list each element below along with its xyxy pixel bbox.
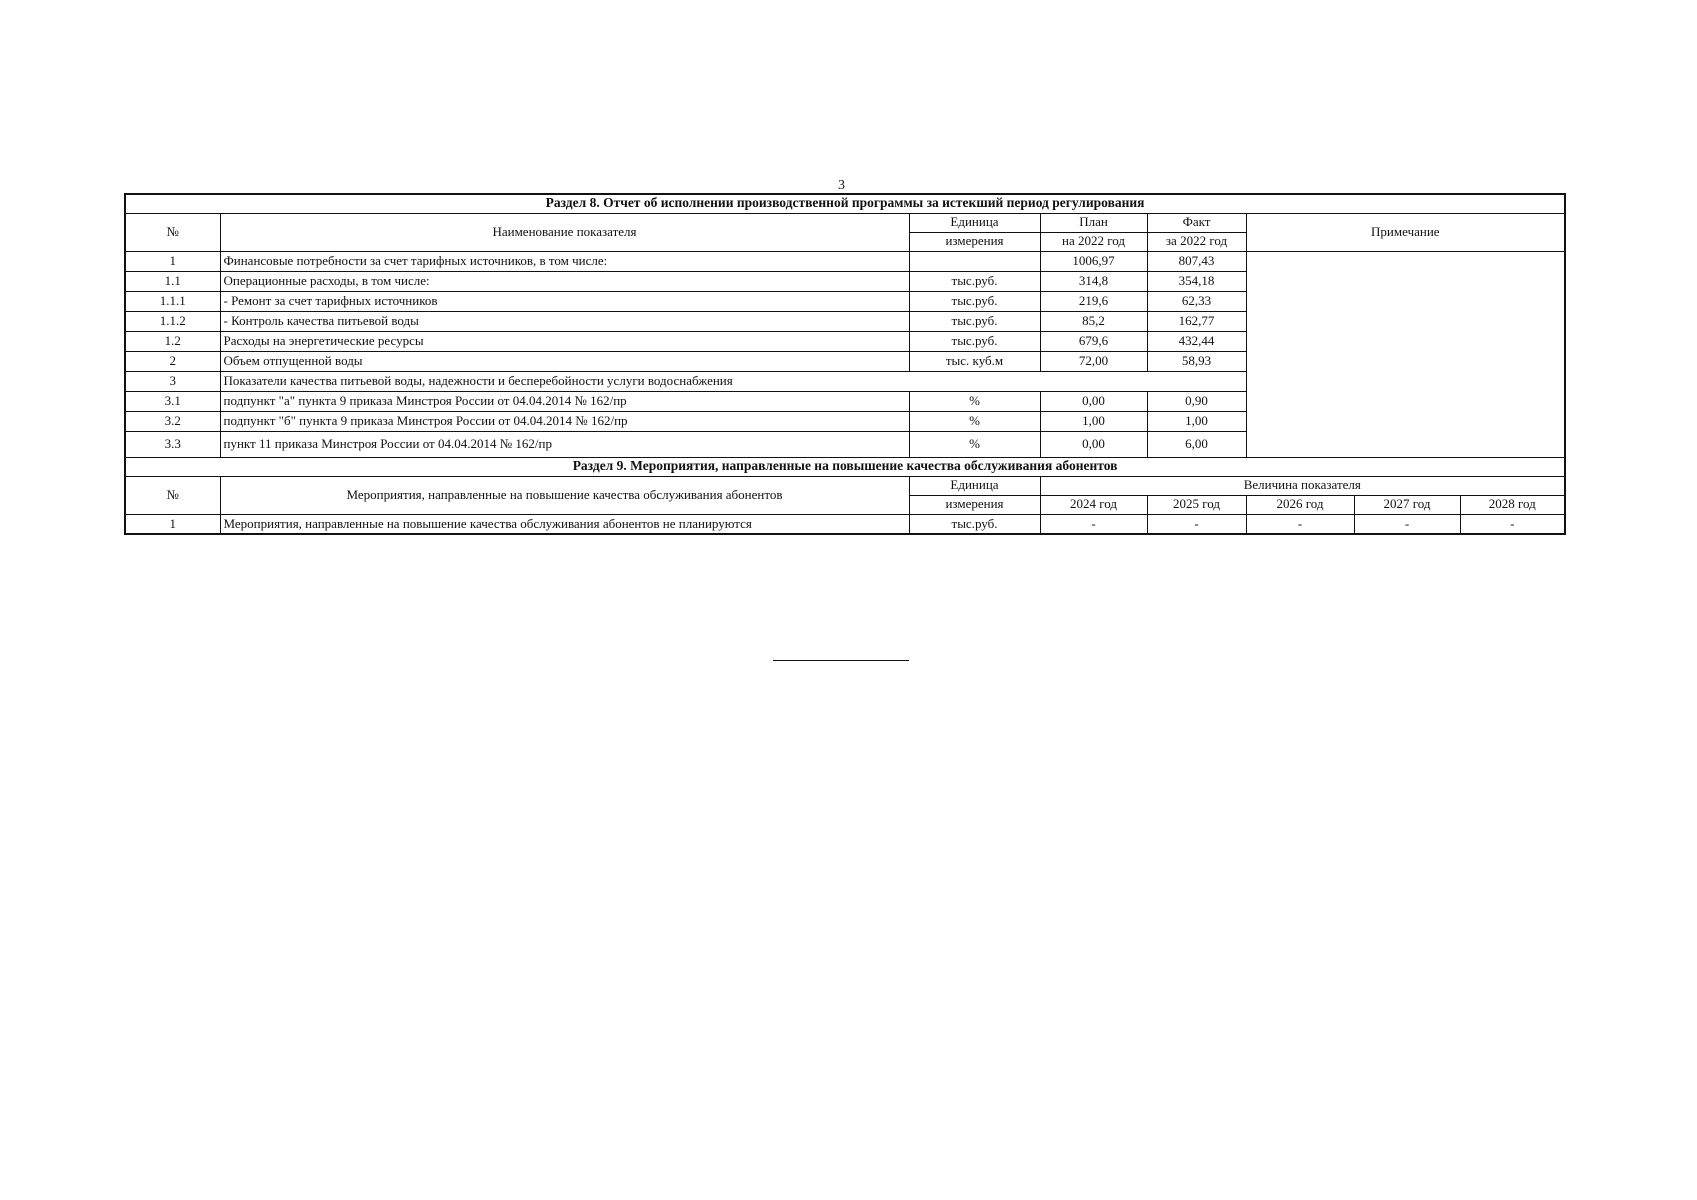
row-num: 3	[125, 371, 220, 391]
row-plan: 72,00	[1040, 351, 1147, 371]
s9-row-num: 1	[125, 514, 220, 534]
row-fact: 807,43	[1147, 251, 1246, 271]
s9-row-value: -	[1147, 514, 1246, 534]
s9-header-num: №	[125, 476, 220, 514]
header-plan-line1: План	[1040, 213, 1147, 232]
s9-row-name: Мероприятия, направленные на повышение качества обслуживания абонентов не планируются	[220, 514, 909, 534]
row-name: подпункт "а" пункта 9 приказа Минстроя России от 04.04.2014 № 162/пр	[220, 391, 909, 411]
row-plan: 0,00	[1040, 391, 1147, 411]
row-num: 3.3	[125, 431, 220, 457]
separator-line	[773, 660, 909, 661]
section8-title-row	[125, 194, 1565, 213]
section9-header-row	[125, 476, 1565, 495]
row-num: 1.1.2	[125, 311, 220, 331]
s9-row-value: -	[1354, 514, 1460, 534]
s9-header-unit-line1: Единица	[909, 476, 1040, 495]
section9-title-row	[125, 457, 1565, 476]
row-plan: 1006,97	[1040, 251, 1147, 271]
row-fact: 0,90	[1147, 391, 1246, 411]
row-num: 3.1	[125, 391, 220, 411]
row-num: 1.1.1	[125, 291, 220, 311]
row-fact: 354,18	[1147, 271, 1246, 291]
row-fact: 62,33	[1147, 291, 1246, 311]
row-fact: 162,77	[1147, 311, 1246, 331]
table-row	[125, 514, 1565, 534]
row-unit: %	[909, 431, 1040, 457]
s9-header-year: 2025 год	[1147, 495, 1246, 514]
row-plan: 219,6	[1040, 291, 1147, 311]
s9-row-value: -	[1246, 514, 1354, 534]
row-unit: тыс.руб.	[909, 271, 1040, 291]
row-name: - Контроль качества питьевой воды	[220, 311, 909, 331]
s9-header-name: Мероприятия, направленные на повышение качества обслуживания абонентов	[220, 476, 909, 514]
row-num: 1.1	[125, 271, 220, 291]
s9-row-value: -	[1040, 514, 1147, 534]
s9-header-value-group: Величина показателя	[1040, 476, 1565, 495]
header-num: №	[125, 213, 220, 251]
row-fact: 432,44	[1147, 331, 1246, 351]
row-name: подпункт "б" пункта 9 приказа Минстроя России от 04.04.2014 № 162/пр	[220, 411, 909, 431]
note-cell	[1246, 251, 1565, 457]
header-fact-line2: за 2022 год	[1147, 232, 1246, 251]
row-plan: 0,00	[1040, 431, 1147, 457]
s9-header-unit-line2: измерения	[909, 495, 1040, 514]
row-name: Расходы на энергетические ресурсы	[220, 331, 909, 351]
section8-header-row	[125, 213, 1565, 232]
row-num: 1.2	[125, 331, 220, 351]
s9-header-year: 2026 год	[1246, 495, 1354, 514]
row-unit	[909, 251, 1040, 271]
row-name: Операционные расходы, в том числе:	[220, 271, 909, 291]
row-plan: 679,6	[1040, 331, 1147, 351]
header-unit-line1: Единица	[909, 213, 1040, 232]
header-plan-line2: на 2022 год	[1040, 232, 1147, 251]
row-name: - Ремонт за счет тарифных источников	[220, 291, 909, 311]
section9-title: Раздел 9. Мероприятия, направленные на повышение качества обслуживания абонентов	[125, 457, 1565, 476]
header-unit-line2: измерения	[909, 232, 1040, 251]
row-unit: %	[909, 391, 1040, 411]
row-fact: 6,00	[1147, 431, 1246, 457]
row-name: Показатели качества питьевой воды, надежности и бесперебойности услуги водоснабжения	[220, 371, 1246, 391]
row-name: пункт 11 приказа Минстроя России от 04.04.2014 № 162/пр	[220, 431, 909, 457]
s9-header-year: 2028 год	[1460, 495, 1565, 514]
row-unit: тыс.руб.	[909, 311, 1040, 331]
header-indicator-name: Наименование показателя	[220, 213, 909, 251]
s9-header-year: 2024 год	[1040, 495, 1147, 514]
header-note: Примечание	[1246, 213, 1565, 251]
row-plan: 1,00	[1040, 411, 1147, 431]
s9-row-unit: тыс.руб.	[909, 514, 1040, 534]
s9-row-value: -	[1460, 514, 1565, 534]
row-num: 3.2	[125, 411, 220, 431]
row-plan: 314,8	[1040, 271, 1147, 291]
table-row	[125, 251, 1565, 271]
report-table	[124, 193, 1566, 535]
section8-title: Раздел 8. Отчет об исполнении производственной программы за истекший период регулирования	[125, 194, 1565, 213]
row-name: Объем отпущенной воды	[220, 351, 909, 371]
row-num: 2	[125, 351, 220, 371]
row-name: Финансовые потребности за счет тарифных источников, в том числе:	[220, 251, 909, 271]
row-num: 1	[125, 251, 220, 271]
page-number: 3	[838, 178, 845, 193]
row-fact: 1,00	[1147, 411, 1246, 431]
row-unit: тыс.руб.	[909, 331, 1040, 351]
row-unit: тыс.руб.	[909, 291, 1040, 311]
row-unit: %	[909, 411, 1040, 431]
header-fact-line1: Факт	[1147, 213, 1246, 232]
row-plan: 85,2	[1040, 311, 1147, 331]
row-fact: 58,93	[1147, 351, 1246, 371]
s9-header-year: 2027 год	[1354, 495, 1460, 514]
row-unit: тыс. куб.м	[909, 351, 1040, 371]
